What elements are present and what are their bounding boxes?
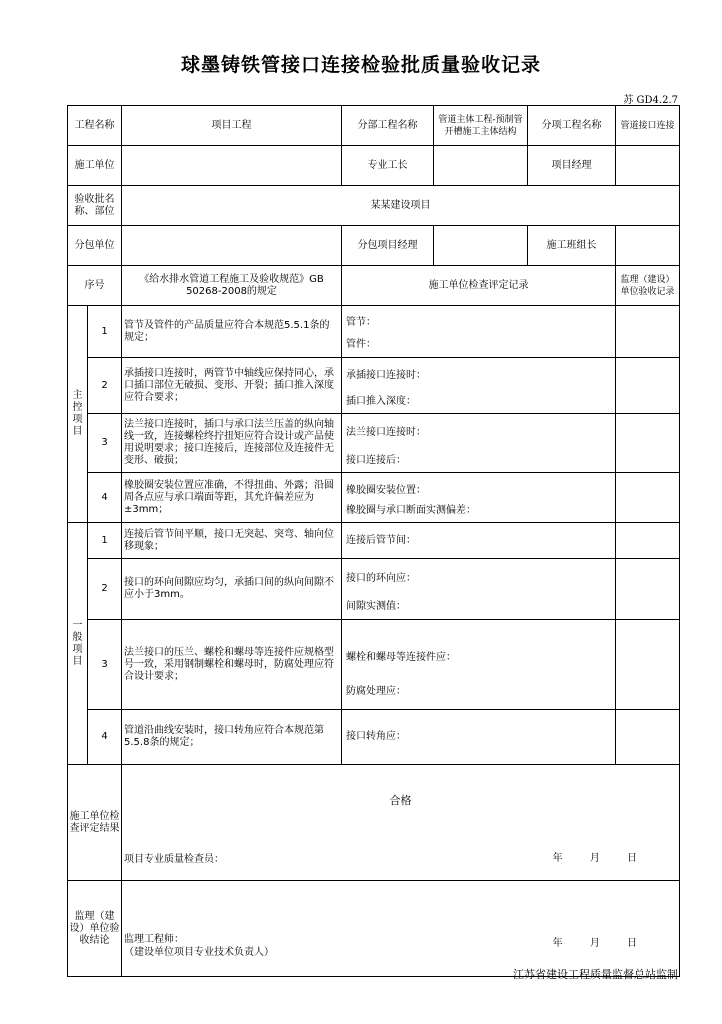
supervision-record[interactable]	[616, 473, 680, 523]
check-line: 橡胶圈与承口断面实测偏差：	[346, 504, 476, 516]
project-manager-label: 项目经理	[528, 146, 616, 186]
item-spec: 接口的环向间隙应均匀，承插口间的纵向间隙不应小于3mm。	[122, 559, 342, 620]
contractor-label: 施工单位	[68, 146, 122, 186]
contractor-value[interactable]	[122, 146, 342, 186]
sub-project-label: 分部工程名称	[342, 106, 434, 146]
check-line: 管节：	[346, 317, 376, 328]
batch-label: 验收批名称、部位	[68, 186, 122, 226]
item-number: 3	[88, 414, 122, 473]
general-char: 项	[72, 643, 83, 655]
main-control-char: 项	[72, 414, 83, 425]
form-code: 苏 GD4.2.7	[623, 95, 678, 106]
supervision-record[interactable]	[616, 523, 680, 559]
supervision-signer-label: 监理工程师：	[124, 934, 184, 945]
general-label	[68, 523, 88, 765]
item-spec: 管道沿曲线安装时，接口转角应符合本规范第5.5.8条的规定；	[122, 710, 342, 765]
supervision-date: 年 月 日	[552, 938, 649, 949]
supervision-record[interactable]	[616, 306, 680, 358]
header-row-contractor	[68, 146, 680, 186]
specialty-foreman-label: 专业工长	[342, 146, 434, 186]
general-char: 般	[72, 631, 83, 643]
general-item-row	[68, 710, 680, 765]
main-control-char: 主	[72, 390, 83, 401]
check-line: 法兰接口连接时：	[346, 427, 426, 438]
item-spec: 橡胶圈安装位置应准确，不得扭曲、外露；沿圆周各点应与承口端面等距，其允许偏差应为±3mm；	[122, 473, 342, 523]
main-control-label	[68, 306, 88, 523]
contractor-result-cell[interactable]	[122, 765, 680, 881]
supervision-record[interactable]	[616, 620, 680, 710]
check-line: 接口的环向应：	[346, 573, 416, 584]
general-item-row	[68, 523, 680, 559]
supervision-result-label: 监理（建设）单位验收结论	[68, 881, 122, 977]
item-check[interactable]	[342, 414, 616, 473]
subcontractor-value[interactable]	[122, 226, 342, 266]
subcontractor-manager-value[interactable]	[434, 226, 528, 266]
item-number: 4	[88, 710, 122, 765]
inspection-form-table	[67, 105, 680, 977]
check-line: 螺栓和螺母等连接件应：	[346, 651, 456, 663]
item-number: 1	[88, 523, 122, 559]
item-spec: 连接后管节间平顺，接口无突起、突弯、轴向位移现象；	[122, 523, 342, 559]
item-check[interactable]	[342, 523, 616, 559]
check-line: 管件：	[346, 339, 376, 350]
item-spec: 法兰接口连接时，插口与承口法兰压盖的纵向轴线一致，连接螺栓终拧扭矩应符合设计或产品使用说明要求；接口连接后，连接部位及连接件无变形、破损；	[122, 414, 342, 473]
check-line: 承插接口连接时：	[346, 369, 426, 381]
item-spec: 法兰接口的压兰、螺栓和螺母等连接件应规格型号一致，采用钢制螺栓和螺母时，防腐处理应符合设计要求；	[122, 620, 342, 710]
contractor-result-label: 施工单位检查评定结果	[68, 765, 122, 881]
check-line: 间隙实测值：	[346, 601, 406, 612]
document-title: 球墨铸铁管接口连接检验批质量验收记录	[180, 54, 541, 76]
specialty-foreman-value[interactable]	[434, 146, 528, 186]
subcontractor-label: 分包单位	[68, 226, 122, 266]
check-line: 插口推入深度：	[346, 395, 416, 407]
item-check[interactable]	[342, 559, 616, 620]
check-line: 接口转角应：	[346, 731, 406, 742]
column-header-row	[68, 266, 680, 306]
supervision-result-row	[68, 881, 680, 977]
col-check-record: 施工单位检查评定记录	[342, 266, 616, 306]
item-spec: 管节及管件的产品质量应符合本规范5.5.1条的规定；	[122, 306, 342, 358]
col-spec: 《给水排水管道工程施工及验收规范》GB 50268-2008的规定	[122, 266, 342, 306]
contractor-verdict: 合格	[389, 794, 412, 807]
general-item-row	[68, 620, 680, 710]
team-leader-value[interactable]	[616, 226, 680, 266]
supervision-result-cell[interactable]	[122, 881, 680, 977]
main-item-row	[68, 306, 680, 358]
batch-value[interactable]: 某某建设项目	[122, 186, 680, 226]
item-check[interactable]	[342, 620, 616, 710]
item-project-value[interactable]: 管道接口连接	[616, 106, 680, 146]
supervision-record[interactable]	[616, 414, 680, 473]
item-check[interactable]	[342, 306, 616, 358]
check-line: 接口连接后：	[346, 455, 406, 466]
header-row-project	[68, 106, 680, 146]
main-control-char: 控	[72, 402, 83, 413]
main-item-row	[68, 358, 680, 414]
project-name-label: 工程名称	[68, 106, 122, 146]
item-project-label: 分项工程名称	[528, 106, 616, 146]
item-number: 1	[88, 306, 122, 358]
col-supervision: 监理（建设）单位验收记录	[616, 266, 680, 306]
item-number: 2	[88, 358, 122, 414]
project-manager-value[interactable]	[616, 146, 680, 186]
item-number: 3	[88, 620, 122, 710]
check-line: 橡胶圈安装位置：	[346, 484, 426, 496]
project-name-value[interactable]: 项目工程	[122, 106, 342, 146]
general-char: 一	[72, 619, 83, 631]
supervision-record[interactable]	[616, 559, 680, 620]
item-number: 2	[88, 559, 122, 620]
item-spec: 承插接口连接时，两管节中轴线应保持同心，承口插口部位无破损、变形、开裂；插口推入深度应符合要求；	[122, 358, 342, 414]
item-check[interactable]	[342, 710, 616, 765]
header-row-subcontractor	[68, 226, 680, 266]
col-seq: 序号	[68, 266, 122, 306]
item-check[interactable]	[342, 473, 616, 523]
item-number: 4	[88, 473, 122, 523]
main-item-row	[68, 473, 680, 523]
supervision-record[interactable]	[616, 710, 680, 765]
general-char: 目	[72, 655, 83, 667]
team-leader-label: 施工班组长	[528, 226, 616, 266]
footer-issuer: 江苏省建设工程质量监督总站监制	[513, 968, 678, 981]
contractor-date: 年 月 日	[552, 853, 649, 864]
main-item-row	[68, 414, 680, 473]
main-control-char: 目	[72, 426, 83, 437]
header-row-batch	[68, 186, 680, 226]
general-item-row	[68, 559, 680, 620]
supervision-record[interactable]	[616, 358, 680, 414]
subcontractor-manager-label: 分包项目经理	[342, 226, 434, 266]
check-line: 防腐处理应：	[346, 685, 406, 697]
check-line: 连接后管节间：	[346, 534, 416, 546]
sub-project-value[interactable]: 管道主体工程-预制管开槽施工主体结构	[434, 106, 528, 146]
contractor-signer-label: 项目专业质量检查员：	[124, 854, 224, 865]
supervision-signer-note: （建设单位项目专业技术负责人）	[124, 947, 274, 958]
item-check[interactable]	[342, 358, 616, 414]
contractor-result-row	[68, 765, 680, 881]
